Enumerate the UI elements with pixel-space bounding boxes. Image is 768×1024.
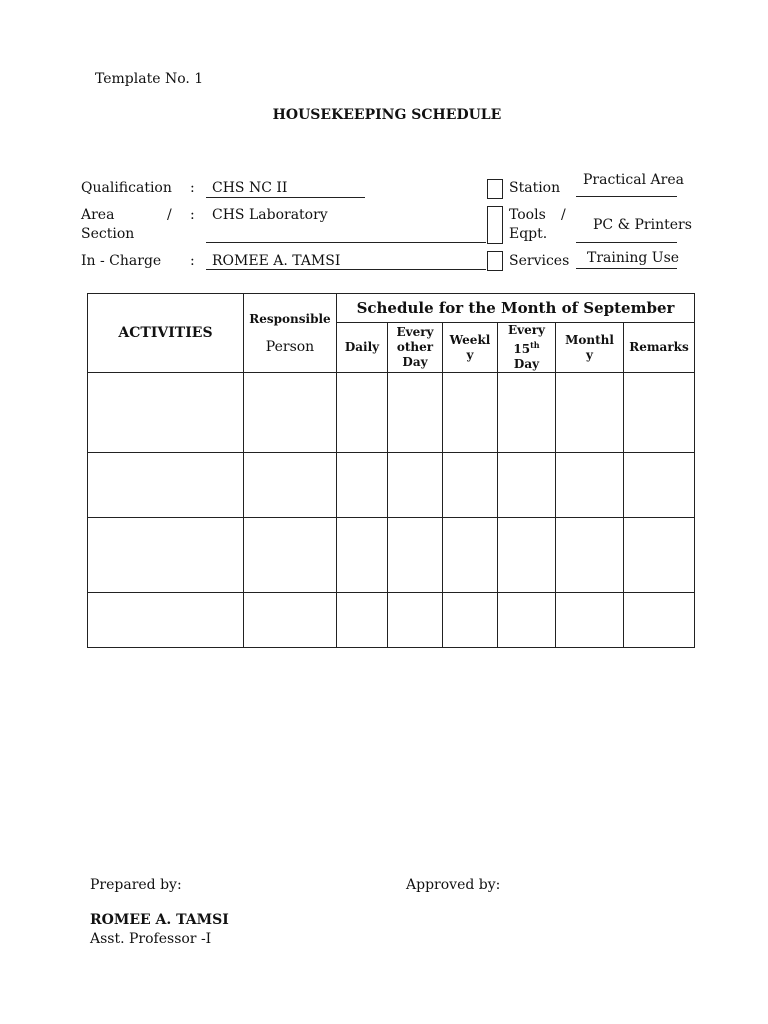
table-cell[interactable] — [244, 518, 337, 593]
table-cell[interactable] — [443, 518, 498, 593]
station-label: Station — [509, 180, 561, 196]
table-cell[interactable] — [624, 373, 695, 453]
qualification-label: Qualification — [81, 180, 172, 196]
in-charge-value: ROMEE A. TAMSI — [212, 253, 341, 269]
table-cell[interactable] — [556, 593, 624, 648]
eqpt-label: Eqpt. — [509, 226, 548, 242]
tools-value: PC & Printers — [593, 217, 692, 233]
approved-by-label: Approved by: — [406, 877, 501, 893]
table-cell[interactable] — [443, 593, 498, 648]
table-cell[interactable] — [498, 453, 556, 518]
tools-slash: / — [561, 207, 566, 223]
table-cell[interactable] — [244, 373, 337, 453]
table-cell[interactable] — [388, 593, 443, 648]
table-row — [88, 518, 695, 593]
col-every-15th-day: Every 15th Day — [498, 323, 556, 373]
table-cell[interactable] — [244, 453, 337, 518]
table-cell[interactable] — [388, 453, 443, 518]
services-checkbox[interactable] — [487, 251, 503, 271]
table-cell[interactable] — [337, 453, 388, 518]
services-value: Training Use — [587, 250, 680, 266]
preparer-name: ROMEE A. TAMSI — [90, 912, 229, 928]
table-row — [88, 373, 695, 453]
area-label: Area — [81, 207, 115, 223]
table-cell[interactable] — [388, 373, 443, 453]
area-slash: / — [167, 207, 172, 223]
preparer-position: Asst. Professor -I — [90, 931, 212, 947]
table-cell[interactable] — [498, 518, 556, 593]
table-cell[interactable] — [337, 593, 388, 648]
in-charge-underline — [206, 269, 486, 270]
table-cell[interactable] — [556, 518, 624, 593]
col-monthly: Monthl y — [556, 323, 624, 373]
services-underline — [576, 268, 677, 269]
col-remarks: Remarks — [624, 323, 695, 373]
table-cell[interactable] — [498, 373, 556, 453]
table-cell[interactable] — [443, 373, 498, 453]
table-cell[interactable] — [88, 593, 244, 648]
area-colon: : — [190, 207, 195, 223]
in-charge-label: In - Charge — [81, 253, 162, 269]
area-underline — [206, 242, 486, 243]
col-weekly: Weekl y — [443, 323, 498, 373]
table-cell[interactable] — [337, 518, 388, 593]
page-title: HOUSEKEEPING SCHEDULE — [272, 107, 502, 123]
table-cell[interactable] — [88, 453, 244, 518]
table-cell[interactable] — [624, 518, 695, 593]
table-cell[interactable] — [443, 453, 498, 518]
schedule-header: Schedule for the Month of September — [337, 294, 695, 323]
area-value: CHS Laboratory — [212, 207, 328, 223]
table-cell[interactable] — [88, 518, 244, 593]
table-cell[interactable] — [624, 593, 695, 648]
station-checkbox[interactable] — [487, 179, 503, 199]
table-cell[interactable] — [556, 373, 624, 453]
col-every-other-day: Every other Day — [388, 323, 443, 373]
qualification-underline — [206, 197, 365, 198]
tools-underline — [576, 242, 677, 243]
table-cell[interactable] — [388, 518, 443, 593]
section-label: Section — [81, 226, 135, 242]
table-cell[interactable] — [337, 373, 388, 453]
responsible-person-header: Responsible Person — [244, 294, 337, 373]
prepared-by-label: Prepared by: — [90, 877, 182, 893]
tools-label: Tools — [509, 207, 546, 223]
station-value: Practical Area — [583, 172, 684, 188]
activities-header: ACTIVITIES — [88, 294, 244, 373]
col-daily: Daily — [337, 323, 388, 373]
station-underline — [576, 196, 677, 197]
table-cell[interactable] — [88, 373, 244, 453]
table-row — [88, 593, 695, 648]
table-cell[interactable] — [624, 453, 695, 518]
table-cell[interactable] — [244, 593, 337, 648]
template-number: Template No. 1 — [95, 71, 204, 87]
table-cell[interactable] — [556, 453, 624, 518]
table-cell[interactable] — [498, 593, 556, 648]
qualification-colon: : — [190, 180, 195, 196]
in-charge-colon: : — [190, 253, 195, 269]
schedule-table — [87, 293, 695, 648]
services-label: Services — [509, 253, 570, 269]
qualification-value: CHS NC II — [212, 180, 288, 196]
table-row — [88, 453, 695, 518]
tools-checkbox[interactable] — [487, 206, 503, 244]
